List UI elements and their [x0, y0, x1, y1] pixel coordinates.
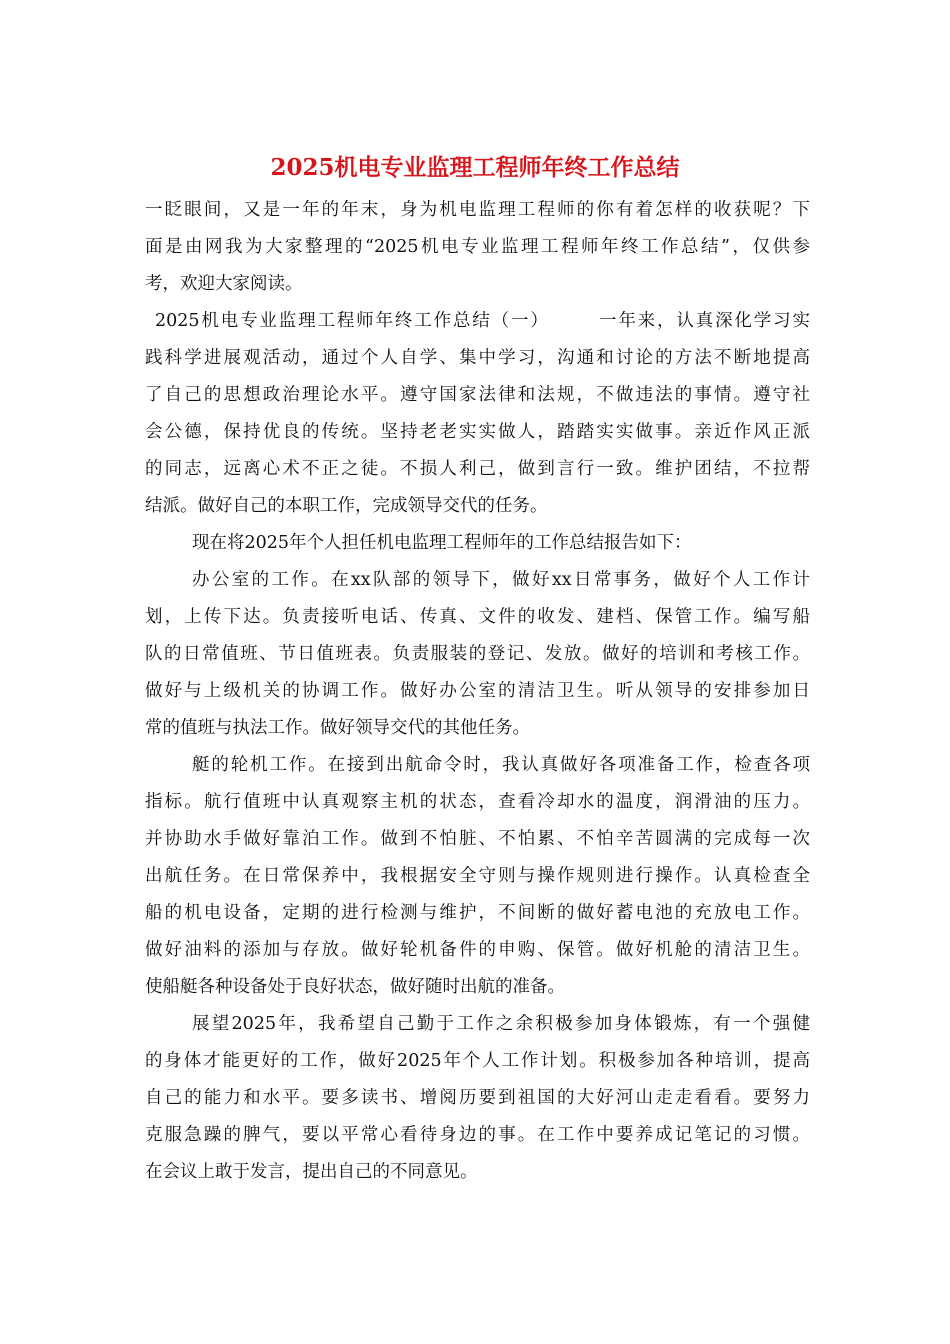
text-line: 并协助水手做好靠泊工作。做到不怕脏、不怕累、不怕辛苦圆满的完成每一次	[145, 829, 810, 849]
text-line: 队的日常值班、节日值班表。负责服装的登记、发放。做好的培训和考核工作。	[145, 644, 810, 664]
section-heading-line: 2025机电专业监理工程师年终工作总结（一） 一年来，认真深化学习实	[155, 311, 810, 331]
text-line: 自己的能力和水平。要多读书、增阅历要到祖国的大好河山走走看看。要努力	[145, 1088, 810, 1108]
text-line: 做好与上级机关的协调工作。做好办公室的清洁卫生。听从领导的安排参加日	[145, 681, 810, 701]
text-line: 做好油料的添加与存放。做好轮机备件的申购、保管。做好机舱的清洁卫生。	[145, 940, 810, 960]
text-line: 的同志，远离心术不正之徒。不损人利己，做到言行一致。维护团结，不拉帮	[145, 459, 810, 479]
text-line: 践科学进展观活动，通过个人自学、集中学习，沟通和讨论的方法不断地提高	[145, 348, 810, 368]
text-line: 划，上传下达。负责接听电话、传真、文件的收发、建档、保管工作。编写船	[145, 607, 810, 627]
text-line: 考，欢迎大家阅读。	[145, 274, 303, 294]
document-body	[145, 192, 810, 1191]
text-line: 在会议上敢于发言，提出自己的不同意见。	[145, 1162, 478, 1182]
text-line: 出航任务。在日常保养中，我根据安全守则与操作规则进行操作。认真检查全	[145, 866, 810, 886]
text-line: 了自己的思想政治理论水平。遵守国家法律和法规，不做违法的事情。遵守社	[145, 385, 810, 405]
text-line: 面是由网我为大家整理的“2025机电专业监理工程师年终工作总结”，仅供参	[145, 237, 810, 257]
text-line: 使船艇各种设备处于良好状态，做好随时出航的准备。	[145, 977, 565, 997]
text-line: 会公德，保持优良的传统。坚持老老实实做人，踏踏实实做事。亲近作风正派	[145, 422, 810, 442]
text-line: 克服急躁的脾气，要以平常心看待身边的事。在工作中要养成记笔记的习惯。	[145, 1125, 810, 1145]
text-line: 结派。做好自己的本职工作，完成领导交代的任务。	[145, 496, 548, 516]
text-line: 现在将2025年个人担任机电监理工程师年的工作总结报告如下：	[192, 533, 692, 553]
text-line: 展望2025年，我希望自己勤于工作之余积极参加身体锻炼，有一个强健	[192, 1014, 810, 1034]
text-line: 指标。航行值班中认真观察主机的状态，查看冷却水的温度，润滑油的压力。	[145, 792, 810, 812]
text-line: 办公室的工作。在xx队部的领导下，做好xx日常事务，做好个人工作计	[192, 570, 810, 590]
text-line: 船的机电设备，定期的进行检测与维护，不间断的做好蓄电池的充放电工作。	[145, 903, 810, 923]
text-line: 艇的轮机工作。在接到出航命令时，我认真做好各项准备工作，检查各项	[192, 755, 810, 775]
document-title: 2025机电专业监理工程师年终工作总结	[270, 154, 680, 181]
text-line: 的身体才能更好的工作，做好2025年个人工作计划。积极参加各种培训，提高	[145, 1051, 810, 1071]
text-line: 常的值班与执法工作。做好领导交代的其他任务。	[145, 718, 530, 738]
text-line: 一眨眼间，又是一年的年末，身为机电监理工程师的你有着怎样的收获呢？下	[145, 200, 810, 220]
